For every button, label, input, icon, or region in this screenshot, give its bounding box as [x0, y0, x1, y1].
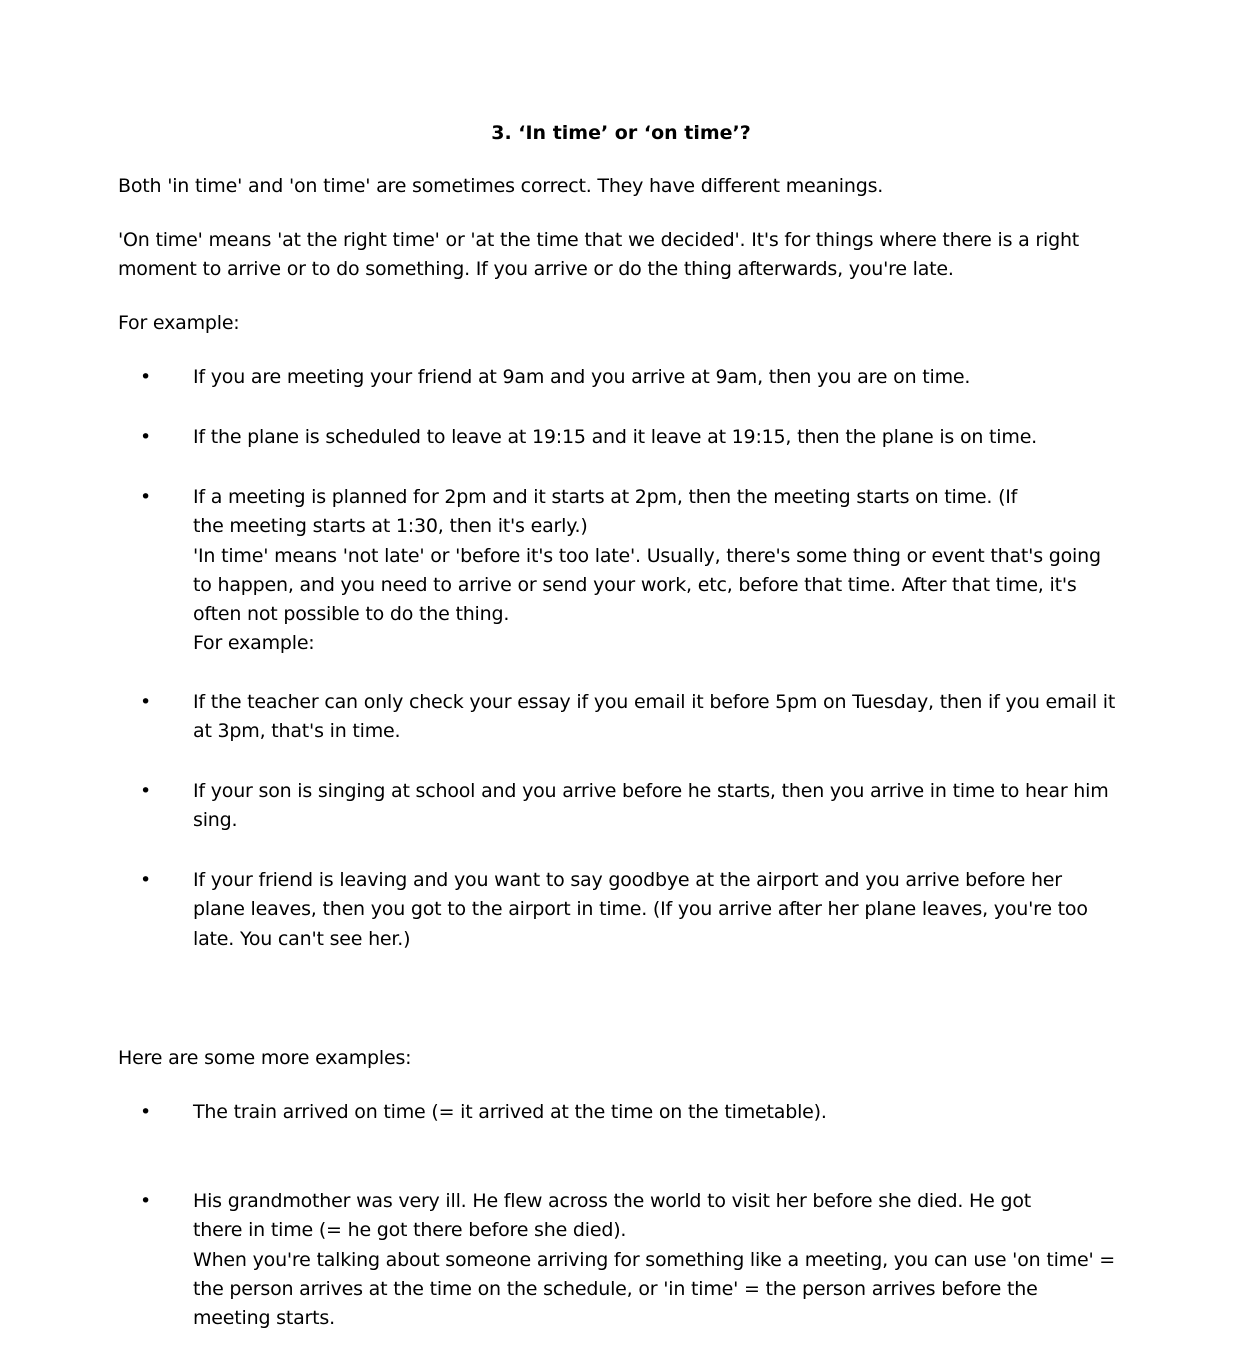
- bullet-marker: •: [140, 869, 152, 891]
- in-time-definition-text: 'In time' means 'not late' or 'before it's too late'. Usually, there's some thing or event that's going to happen, and you need to arrive or send your work, etc, before that time. After that time, it's often not possible to do the thing.: [193, 544, 1101, 626]
- more-examples-label: Here are some more examples:: [118, 1047, 412, 1069]
- bullet-marker: •: [140, 426, 152, 448]
- list-item-text: If your son is singing at school and you arrive before he starts, then you arrive in time to hear him sing.: [193, 780, 1109, 832]
- bullet-marker: •: [140, 366, 152, 388]
- list-item-text: His grandmother was very ill. He flew across the world to visit her before she died. He got there in time (= he got there before she died).: [193, 1190, 1031, 1242]
- list-item-text: If the plane is scheduled to leave at 19:15 and it leave at 19:15, then the plane is on time.: [193, 426, 1038, 448]
- for-example-label: For example:: [193, 632, 315, 655]
- list-item-text: If the teacher can only check your essay if you email it before 5pm on Tuesday, then if you email it at 3pm, that's in time.: [193, 691, 1116, 743]
- list-item-text: If your friend is leaving and you want to say goodbye at the airport and you arrive before her plane leaves, then you got to the airport in time. (If you arrive after her plane leaves, you're too late. You can't see her.): [193, 869, 1088, 950]
- bullet-marker: •: [140, 1101, 152, 1123]
- page-title: 3. ‘In time’ or ‘on time’?: [491, 122, 751, 144]
- for-example-label: For example:: [118, 312, 240, 334]
- bullet-marker: •: [140, 486, 152, 508]
- bullet-marker: •: [140, 691, 152, 713]
- meeting-note-text: When you're talking about someone arriving for something like a meeting, you can use 'on time' = the person arrives at the time on the schedule, or 'in time' = the person arrives before the meeting starts.: [193, 1248, 1116, 1330]
- list-item-text: If you are meeting your friend at 9am and you arrive at 9am, then you are on time.: [193, 366, 971, 388]
- intro-paragraph: Both 'in time' and 'on time' are sometimes correct. They have different meanings.: [118, 175, 884, 197]
- on-time-definition-paragraph: 'On time' means 'at the right time' or 'at the time that we decided'. It's for things where there is a right moment to arrive or to do something. If you arrive or do the thing afterwards, you're late.: [118, 229, 1080, 281]
- list-item-text: The train arrived on time (= it arrived at the time on the timetable).: [193, 1101, 827, 1123]
- bullet-marker: •: [140, 780, 152, 802]
- bullet-marker: •: [140, 1190, 152, 1212]
- list-item-text: If a meeting is planned for 2pm and it starts at 2pm, then the meeting starts on time. (If the meeting starts at 1:30, then it's early.): [193, 486, 1018, 538]
